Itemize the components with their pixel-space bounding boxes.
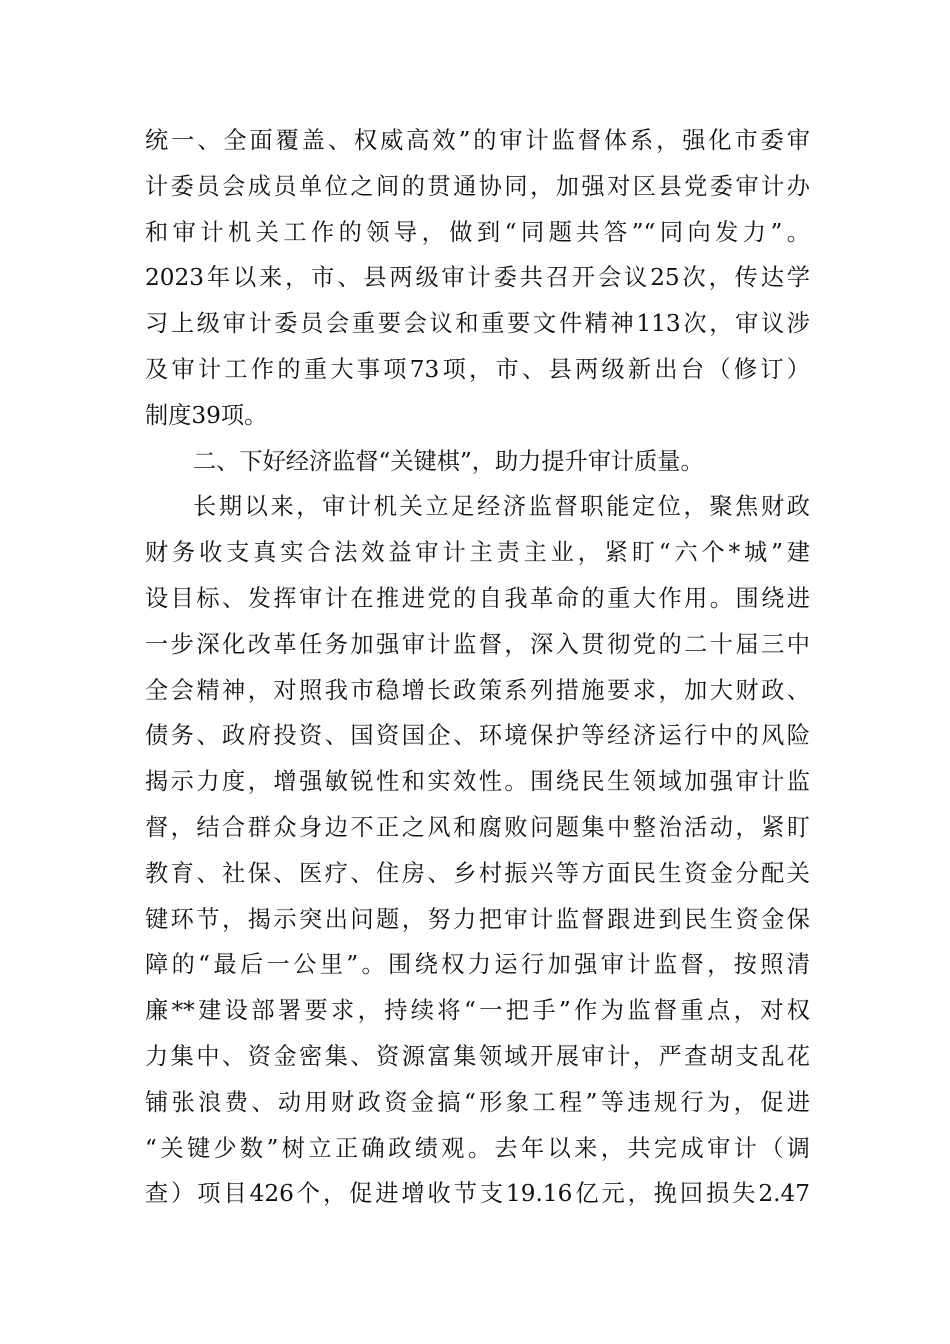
- text-line: 2023年以来，市、县两级审计委共召开会议25次，传达学: [145, 264, 810, 292]
- text-line: 教育、社保、医疗、住房、乡村振兴等方面民生资金分配关: [145, 859, 810, 887]
- text-line: 财务收支真实合法效益审计主责主业，紧盯“六个*城”建: [145, 539, 810, 567]
- document-body: [145, 118, 810, 1217]
- text-line: 障的“最后一公里”。围绕权力运行加强审计监督，按照清: [145, 951, 810, 979]
- text-line: 统一、全面覆盖、权威高效”的审计监督体系，强化市委审: [145, 127, 810, 154]
- text-line: 计委员会成员单位之间的贯通协同，加强对区县党委审计办: [145, 172, 810, 200]
- text-line: “关键少数”树立正确政绩观。去年以来，共完成审计（调: [145, 1134, 810, 1162]
- text-line: 及审计工作的重大事项73项，市、县两级新出台（修订）: [145, 355, 810, 383]
- text-line: 一步深化改革任务加强审计监督，深入贯彻党的二十届三中: [145, 630, 810, 658]
- text-line: 全会精神，对照我市稳增长政策系列措施要求，加大财政、: [145, 676, 810, 704]
- text-line: 铺张浪费、动用财政资金搞“形象工程”等违规行为，促进: [145, 1088, 810, 1116]
- text-line: 设目标、发挥审计在推进党的自我革命的重大作用。围绕进: [145, 584, 810, 612]
- text-line: 廉**建设部署要求，持续将“一把手”作为监督重点，对权: [145, 997, 810, 1025]
- text-line: 债务、政府投资、国资国企、环境保护等经济运行中的风险: [145, 722, 810, 750]
- section-heading: 二、下好经济监督“关键棋”，助力提升审计质量。: [193, 447, 704, 475]
- text-line: 力集中、资金密集、资源富集领域开展审计，严查胡支乱花: [145, 1042, 810, 1070]
- text-line: 揭示力度，增强敏锐性和实效性。围绕民生领域加强审计监: [145, 768, 810, 796]
- text-line: 习上级审计委员会重要会议和重要文件精神113次，审议涉: [145, 310, 810, 338]
- text-line: 和审计机关工作的领导，做到“同题共答”“同向发力”。: [145, 218, 810, 246]
- text-line: 查）项目426个，促进增收节支19.16亿元，挽回损失2.47: [145, 1180, 810, 1208]
- text-line: 长期以来，审计机关立足经济监督职能定位，聚焦财政: [193, 493, 810, 521]
- text-line: 督，结合群众身边不正之风和腐败问题集中整治活动，紧盯: [145, 813, 810, 841]
- text-line: 制度39项。: [145, 401, 268, 429]
- text-line: 键环节，揭示突出问题，努力把审计监督跟进到民生资金保: [145, 905, 810, 933]
